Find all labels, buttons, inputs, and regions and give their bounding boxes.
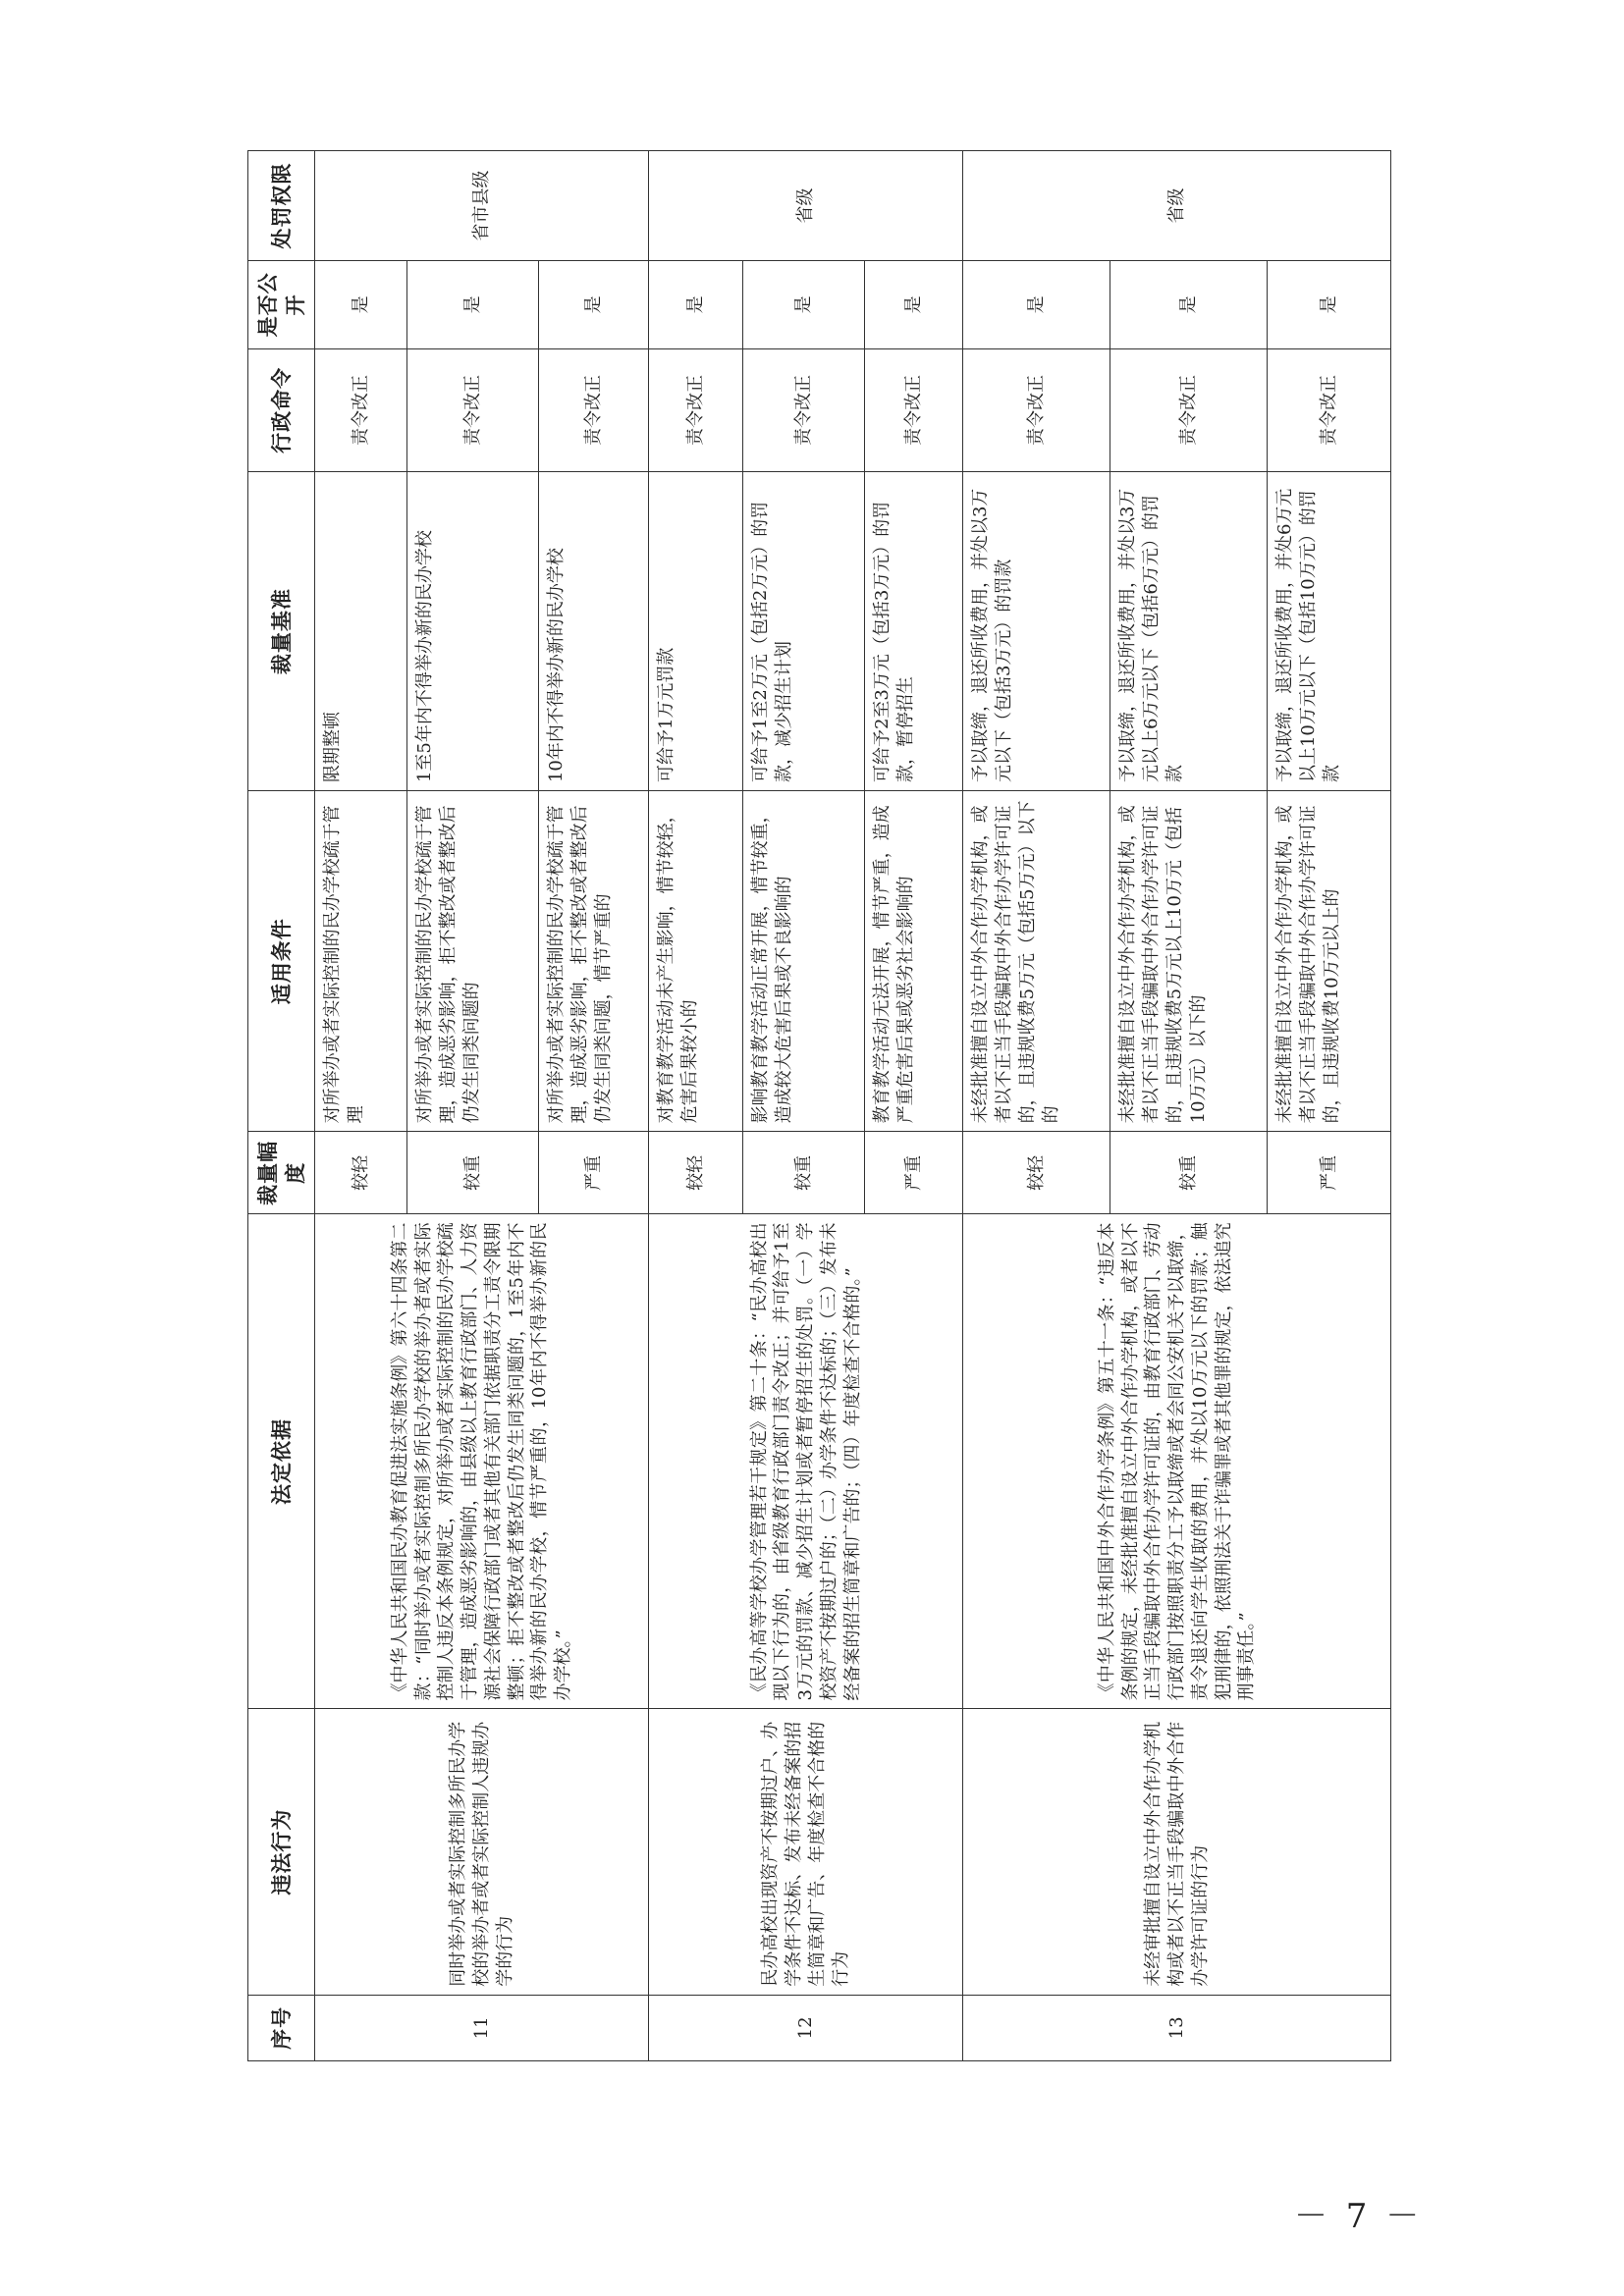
admin-order-cell: 责令改正: [1268, 348, 1391, 471]
row-number: 11: [315, 1995, 649, 2060]
admin-order-cell: 责令改正: [963, 348, 1110, 471]
degree-cell: 较轻: [315, 1132, 407, 1214]
degree-cell: 较重: [1110, 1132, 1268, 1214]
table-row: [315, 151, 407, 2061]
legal-basis-cell: 《中华人民共和国民办教育促进法实施条例》第六十四条第二款：“同时举办或者实际控制多所民办学校的举办者或者实际控制人违反本条例规定，对所举办或者实际控制的民办学校疏于管理，造成恶劣影响的，由县级以上教育行政部门、人力资源社会保障行政部门或者其他有关部门依据职责分工责令限期整顿；拒不整改或者整改后仍发生同类问题的，1至5年内不得举办新的民办学校，情节严重的，10年内不得举办新的民办学校。”: [315, 1214, 649, 1709]
condition-cell: 教育教学活动无法开展，情节严重，造成严重危害后果或恶劣社会影响的: [865, 791, 963, 1132]
header-admin-order: 行政命令: [248, 348, 315, 471]
header-degree: 裁量幅度: [248, 1132, 315, 1214]
degree-cell: 较轻: [649, 1132, 743, 1214]
condition-cell: 未经批准擅自设立中外合作办学机构，或者以不正当手段骗取中外合作办学许可证的，且违规收费10万元以上的: [1268, 791, 1391, 1132]
page-number: － 7 －: [1294, 2197, 1424, 2236]
degree-cell: 较重: [743, 1132, 865, 1214]
illegal-act-cell: 同时举办或者实际控制多所民办学校的举办者或者实际控制人违规办学的行为: [315, 1709, 649, 1995]
public-cell: 是: [865, 261, 963, 349]
admin-order-cell: 责令改正: [865, 348, 963, 471]
admin-order-cell: 责令改正: [539, 348, 649, 471]
degree-cell: 严重: [865, 1132, 963, 1214]
public-cell: 是: [649, 261, 743, 349]
header-standard: 裁量基准: [248, 472, 315, 791]
condition-cell: 影响教育教学活动正常开展，情节较重，造成较大危害后果或不良影响的: [743, 791, 865, 1132]
public-cell: 是: [963, 261, 1110, 349]
degree-cell: 较轻: [963, 1132, 1110, 1214]
condition-cell: 未经批准擅自设立中外合作办学机构，或者以不正当手段骗取中外合作办学许可证的，且违规收费5万元（包括5万元）以下的: [963, 791, 1110, 1132]
admin-order-cell: 责令改正: [649, 348, 743, 471]
admin-order-cell: 责令改正: [407, 348, 539, 471]
legal-basis-cell: 《民办高等学校办学管理若干规定》第二十条：“民办高校出现以下行为的，由省级教育行政部门责令改正；并可给予1至3万元的罚款、减少招生计划或者暂停招生的处罚。（一）学校资产不按期过户的；（二）办学条件不达标的；（三）发布未经备案的招生简章和广告的；（四）年度检查不合格的。”: [649, 1214, 963, 1709]
standard-cell: 1至5年内不得举办新的民办学校: [407, 472, 539, 791]
header-authority: 处罚权限: [248, 151, 315, 261]
public-cell: 是: [315, 261, 407, 349]
public-cell: 是: [407, 261, 539, 349]
header-public: 是否公开: [248, 261, 315, 349]
public-cell: 是: [1110, 261, 1268, 349]
header-conditions: 适用条件: [248, 791, 315, 1132]
row-number: 12: [649, 1995, 963, 2060]
standard-cell: 予以取缔，退还所收费用，并处以3万元以下（包括3万元）的罚款: [963, 472, 1110, 791]
condition-cell: 对所举办或者实际控制的民办学校疏于管理，造成恶劣影响，拒不整改或者整改后仍发生同类问题，情节严重的: [539, 791, 649, 1132]
illegal-act-cell: 未经审批擅自设立中外合作办学机构或者以不正当手段骗取中外合作办学许可证的行为: [963, 1709, 1391, 1995]
standard-cell: 可给予1万元罚款: [649, 472, 743, 791]
public-cell: 是: [1268, 261, 1391, 349]
admin-order-cell: 责令改正: [743, 348, 865, 471]
standard-cell: 限期整顿: [315, 472, 407, 791]
authority-cell: 省级: [963, 151, 1391, 261]
public-cell: 是: [743, 261, 865, 349]
table-header-row: [248, 151, 315, 2061]
header-legal-basis: 法定依据: [248, 1214, 315, 1709]
authority-cell: 省市县级: [315, 151, 649, 261]
illegal-act-cell: 民办高校出现资产不按期过户、办学条件不达标、发布未经备案的招生简章和广告、年度检查不合格的行为: [649, 1709, 963, 1995]
rotated-page-content: [247, 150, 1378, 2061]
header-no: 序号: [248, 1995, 315, 2060]
table-row: [963, 151, 1110, 2061]
standard-cell: 予以取缔，退还所收费用，并处以3万元以上6万元以下（包括6万元）的罚款: [1110, 472, 1268, 791]
condition-cell: 对教育教学活动未产生影响，情节较轻，危害后果较小的: [649, 791, 743, 1132]
condition-cell: 未经批准擅自设立中外合作办学机构，或者以不正当手段骗取中外合作办学许可证的，且违规收费5万元以上10万元（包括10万元）以下的: [1110, 791, 1268, 1132]
admin-order-cell: 责令改正: [315, 348, 407, 471]
degree-cell: 较重: [407, 1132, 539, 1214]
condition-cell: 对所举办或者实际控制的民办学校疏于管理，造成恶劣影响，拒不整改或者整改后仍发生同类问题的: [407, 791, 539, 1132]
public-cell: 是: [539, 261, 649, 349]
degree-cell: 严重: [539, 1132, 649, 1214]
authority-cell: 省级: [649, 151, 963, 261]
standard-cell: 予以取缔，退还所收费用，并处6万元以上10万元以下（包括10万元）的罚款: [1268, 472, 1391, 791]
table-row: [649, 151, 743, 2061]
degree-cell: 严重: [1268, 1132, 1391, 1214]
penalty-discretion-table: [247, 150, 1391, 2061]
header-illegal-act: 违法行为: [248, 1709, 315, 1995]
legal-basis-cell: 《中华人民共和国中外合作办学条例》第五十一条：“违反本条例的规定，未经批准擅自设立中外合作办学机构，或者以不正当手段骗取中外合作办学许可证的，由教育行政部门、劳动行政部门按照职责分工予以取缔或者会同公安机关予以取缔，责令退还向学生收取的费用，并处以10万元以下的罚款；触犯刑律的，依照刑法关于诈骗罪或者其他罪的规定，依法追究刑事责任。”: [963, 1214, 1391, 1709]
row-number: 13: [963, 1995, 1391, 2060]
standard-cell: 可给予2至3万元（包括3万元）的罚款，暂停招生: [865, 472, 963, 791]
standard-cell: 10年内不得举办新的民办学校: [539, 472, 649, 791]
standard-cell: 可给予1至2万元（包括2万元）的罚款，减少招生计划: [743, 472, 865, 791]
admin-order-cell: 责令改正: [1110, 348, 1268, 471]
condition-cell: 对所举办或者实际控制的民办学校疏于管理: [315, 791, 407, 1132]
